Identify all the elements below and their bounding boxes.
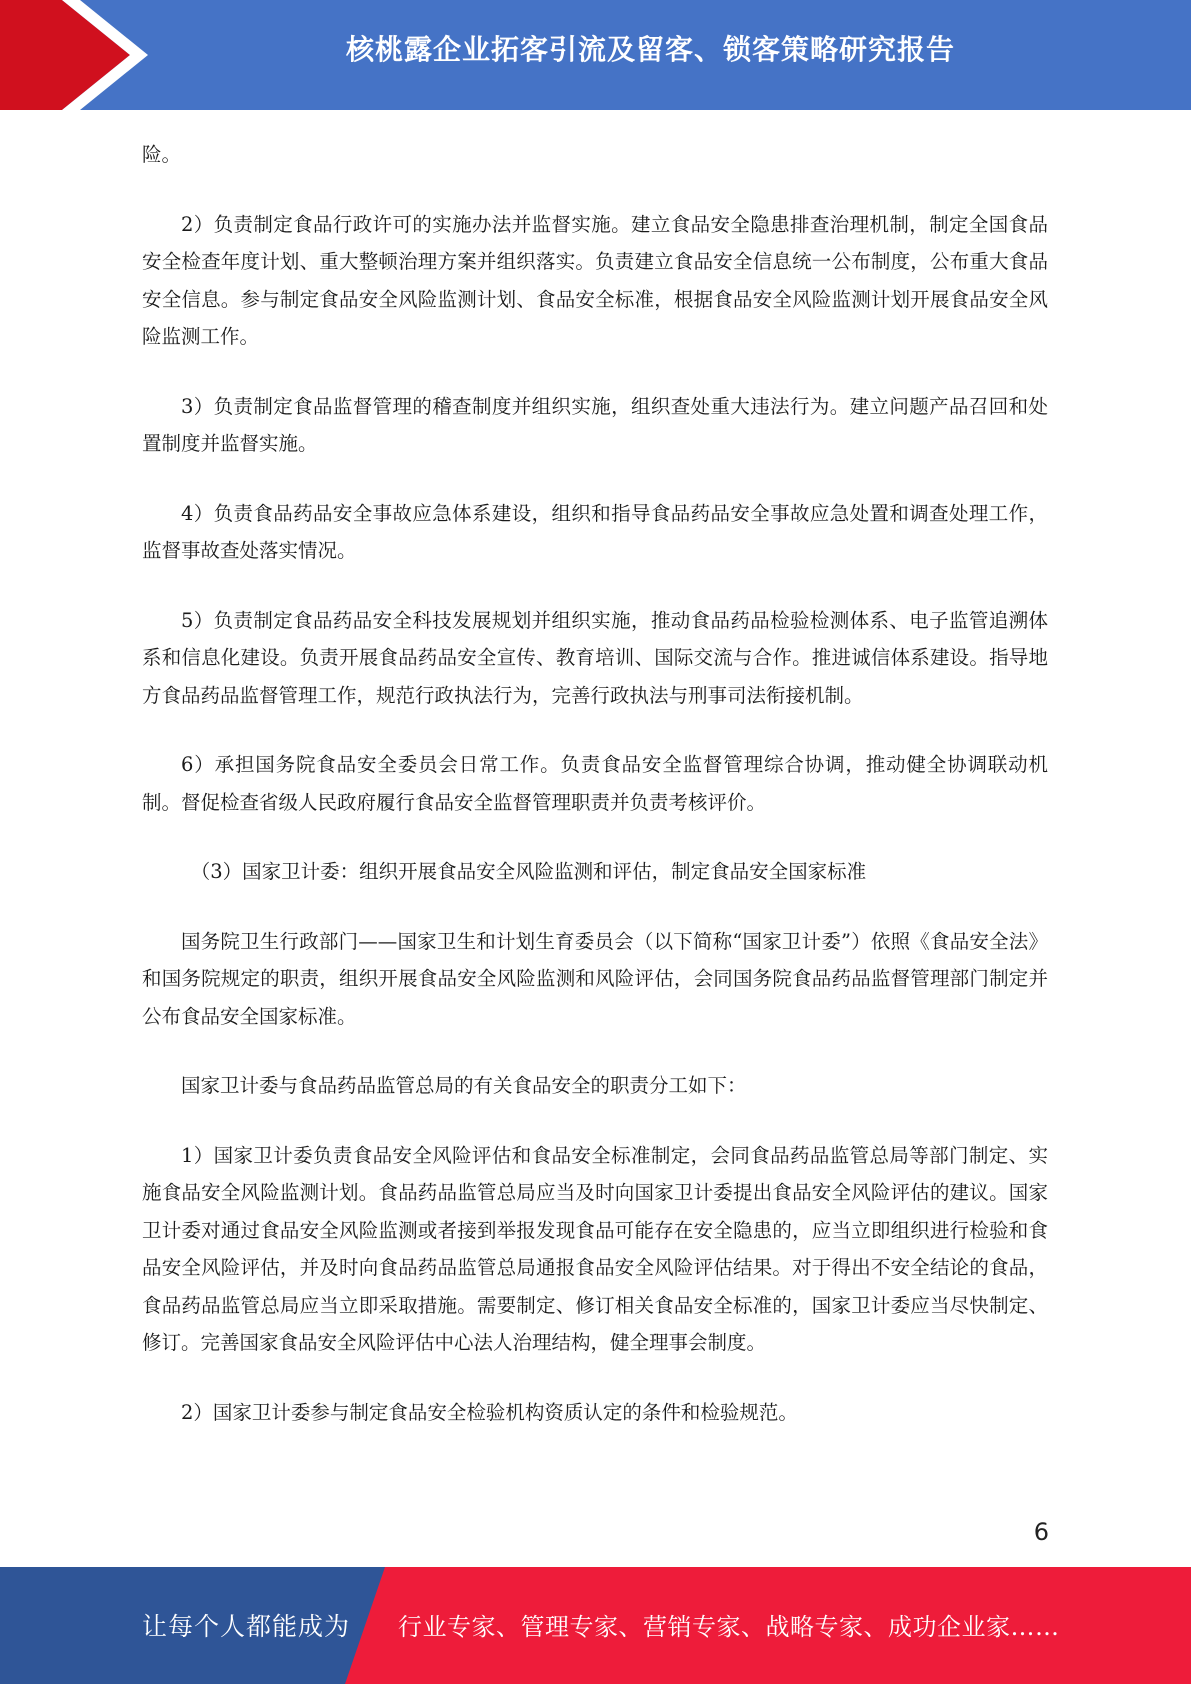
paragraph: 3）负责制定食品监督管理的稽查制度并组织实施，组织查处重大违法行为。建立问题产品召回和处置制度并监督实施。 (142, 394, 1048, 455)
section-heading: （3）国家卫计委：组织开展食品安全风险监测和评估，制定食品安全国家标准 (190, 860, 867, 883)
paragraph: 2）国家卫计委参与制定食品安全检验机构资质认定的条件和检验规范。 (181, 1400, 798, 1424)
header-arrow-icon (0, 0, 150, 110)
paragraph: 国务院卫生行政部门——国家卫生和计划生育委员会（以下简称“国家卫计委”）依照《食品安全法》和国务院规定的职责，组织开展食品安全风险监测和风险评估，会同国务院食品药品监督管理部门制定并公布食品安全国家标准。 (142, 929, 1048, 1028)
paragraph: 4）负责食品药品安全事故应急体系建设，组织和指导食品药品安全事故应急处置和调查处理工作，监督事故查处落实情况。 (142, 501, 1048, 562)
paragraph: 险。 (142, 143, 182, 166)
paragraph: 6）承担国务院食品安全委员会日常工作。负责食品安全监督管理综合协调，推动健全协调联动机制。督促检查省级人民政府履行食品安全监督管理职责并负责考核评价。 (142, 753, 1048, 814)
footer-slogan-right: 行业专家、管理专家、营销专家、战略专家、成功企业家…… (398, 1613, 1060, 1641)
page-number: 6 (1033, 1518, 1049, 1546)
footer-slogan-left: 让每个人都能成为 (142, 1612, 351, 1641)
document-body (142, 136, 1048, 1463)
page-footer (0, 1567, 1191, 1684)
report-title: 核桃露企业拓客引流及留客、锁客策略研究报告 (345, 33, 955, 66)
paragraph: 1）国家卫计委负责食品安全风险评估和食品安全标准制定，会同食品药品监管总局等部门制定、实施食品安全风险监测计划。食品药品监管总局应当及时向国家卫计委提出食品安全风险评估的建议。国家卫计委对通过食品安全风险监测或者接到举报发现食品可能存在安全隐患的，应当立即组织进行检验和食品安全风险评估，并及时向食品药品监管总局通报食品安全风险评估结果。对于得出不安全结论的食品，食品药品监管总局应当立即采取措施。需要制定、修订相关食品安全标准的，国家卫计委应当尽快制定、修订。完善国家食品安全风险评估中心法人治理结构，健全理事会制度。 (142, 1143, 1048, 1354)
paragraph: 5）负责制定食品药品安全科技发展规划并组织实施，推动食品药品检验检测体系、电子监管追溯体系和信息化建设。负责开展食品药品安全宣传、教育培训、国际交流与合作。推进诚信体系建设。指导地方食品药品监督管理工作，规范行政执法行为，完善行政执法与刑事司法衔接机制。 (142, 608, 1048, 707)
page-header (0, 0, 1191, 110)
paragraph: 2）负责制定食品行政许可的实施办法并监督实施。建立食品安全隐患排查治理机制，制定全国食品安全检查年度计划、重大整顿治理方案并组织落实。负责建立食品安全信息统一公布制度，公布重大食品安全信息。参与制定食品安全风险监测计划、食品安全标准，根据食品安全风险监测计划开展食品安全风险监测工作。 (142, 212, 1048, 348)
paragraph: 国家卫计委与食品药品监管总局的有关食品安全的职责分工如下： (181, 1074, 747, 1097)
